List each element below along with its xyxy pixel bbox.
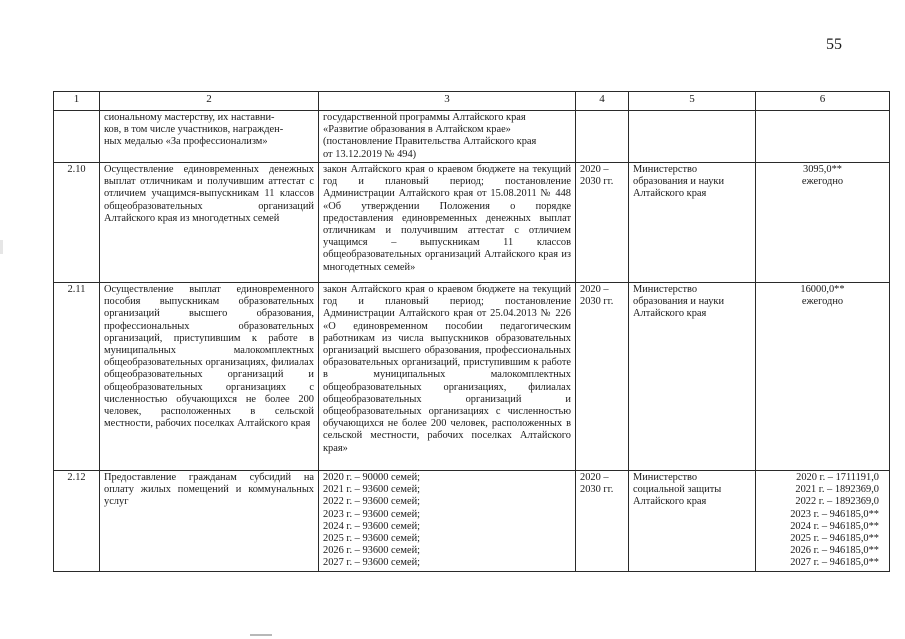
basis-list-item: 2023 г. – 93600 семей; [323,508,421,520]
header-cell: 2 [100,92,319,111]
amount-list-item: 2023 г. – 946185,0** [790,508,879,520]
basis-line: государственной программы Алтайского края [323,112,526,123]
amount-list-item: 2025 г. – 946185,0** [790,533,879,545]
basis-line: «Развитие образования в Алтайском крае» [323,124,511,136]
header-cell: 3 [319,92,576,111]
responsible-cell: Министерство образования и науки Алтайского края [629,163,756,283]
scan-artifact [0,240,3,254]
basis-line: (постановление Правительства Алтайского края [323,136,537,148]
period-cell: 2020 – 2030 гг. [576,471,629,572]
amount-note: ежегодно [801,176,844,188]
table-row [54,471,890,572]
table-row [54,283,890,471]
basis-list-item: 2024 г. – 93600 семей; [323,520,421,532]
page-number: 55 [826,36,842,53]
period-cell [576,111,629,163]
amount-value: 16000,0** [800,284,845,295]
header-cell: 6 [756,92,890,111]
scan-artifact [250,634,272,636]
description-cell: Осуществление выплат единовременного пособия выпускникам образовательных организаций высшего образования, профессиональных образовательных организаций, приступившим к работе в муниципальных малокомплектных общеобразовательных организациях, филиалах общеобразовательных организаций и общеобразовательных организациях с численностью обучающихся не более 200 человек, расположенных в сельской местности, рабочих поселках Алтайского края [100,283,319,471]
description-line: сиональному мастерству, их наставни- [104,112,275,123]
basis-list-item: 2026 г. – 93600 семей; [323,545,421,557]
responsible-cell [629,111,756,163]
description-cell [100,111,319,163]
amount-cell [756,163,890,283]
basis-cell [319,471,576,572]
basis-cell: закон Алтайского края о краевом бюджете на текущий год и плановый период; постановление Администрации Алтайского края от 25.04.2013 № 226 «О единовременном пособии педагогическим работникам из числа выпускников образовательных организаций высшего образования, профессиональных образовательных организаций, приступившим к работе в муниципальных малокомплектных общеобразовательных организациях, филиалах общеобразовательных организаций и общеобразовательных организациях с численностью обучающихся не более 200 человек, расположенных в сельской местности, рабочих поселках Алтайского края» [319,283,576,471]
header-cell: 5 [629,92,756,111]
amount-value: 3095,0** [803,164,842,175]
amount-note: ежегодно [801,296,844,308]
description-line: ных медалью «За профессионализм» [104,136,268,148]
period-cell: 2020 – 2030 гг. [576,283,629,471]
basis-cell: закон Алтайского края о краевом бюджете на текущий год и плановый период; постановление Администрации Алтайского края от 15.08.2011 № 448 «Об утверждении Положения о порядке предоставления единовременных денежных выплат отличникам и получившим аттестат с отличием учащимся – выпускникам 11 классов общеобразовательных организаций Алтайского края из многодетных семей» [319,163,576,283]
row-number-cell [54,111,100,163]
amount-list-item: 2027 г. – 946185,0** [790,557,879,569]
row-number-cell: 2.11 [54,283,100,471]
row-number-cell: 2.10 [54,163,100,283]
table-row [54,111,890,163]
amount-list-item: 2020 г. – 1711191,0 [796,472,879,483]
amount-list-item: 2026 г. – 946185,0** [790,545,879,557]
basis-list-item: 2027 г. – 93600 семей; [323,557,421,569]
basis-list-item: 2020 г. – 90000 семей; [323,472,421,483]
responsible-cell: Министерство образования и науки Алтайского края [629,283,756,471]
row-number-cell: 2.12 [54,471,100,572]
table-row [54,163,890,283]
table-header-row [54,92,890,111]
responsible-cell: Министерство социальной защиты Алтайского края [629,471,756,572]
description-line: ков, в том числе участников, награжден- [104,124,284,136]
measures-table [53,91,890,572]
amount-list-item: 2022 г. – 1892369,0 [795,496,879,508]
basis-list-item: 2022 г. – 93600 семей; [323,496,421,508]
amount-list-item: 2024 г. – 946185,0** [790,520,879,532]
amount-cell [756,283,890,471]
period-cell: 2020 – 2030 гг. [576,163,629,283]
basis-list-item: 2021 г. – 93600 семей; [323,484,421,496]
header-cell: 1 [54,92,100,111]
amount-list-item: 2021 г. – 1892369,0 [795,484,879,496]
description-cell: Предоставление гражданам субсидий на оплату жилых помещений и коммунальных услуг [100,471,319,572]
description-cell: Осуществление единовременных денежных выплат отличникам и получившим аттестат с отличием учащимся-выпускникам 11 классов общеобразовательных организаций Алтайского края из многодетных семей [100,163,319,283]
header-cell: 4 [576,92,629,111]
basis-line: от 13.12.2019 № 494) [323,148,417,160]
amount-cell [756,471,890,572]
basis-cell [319,111,576,163]
amount-cell [756,111,890,163]
basis-list-item: 2025 г. – 93600 семей; [323,533,421,545]
